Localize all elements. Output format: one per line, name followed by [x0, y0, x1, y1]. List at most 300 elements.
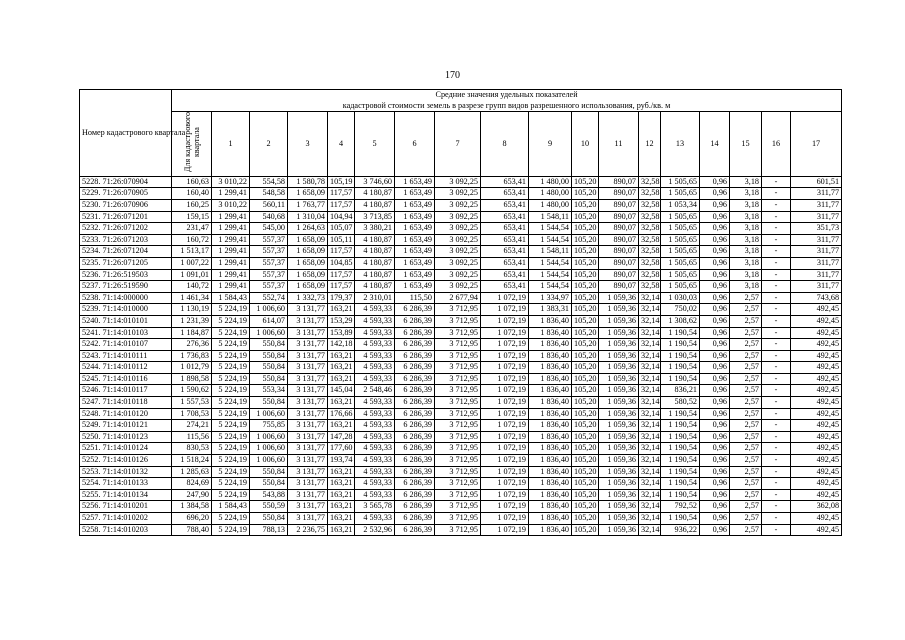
value-cell: 492,45	[791, 373, 842, 385]
value-cell: 163,21	[328, 362, 355, 374]
value-cell: -	[762, 257, 791, 269]
value-cell: 492,45	[791, 339, 842, 351]
value-cell: 311,77	[791, 246, 842, 258]
value-cell: 1 480,00	[529, 199, 572, 211]
value-cell: 193,74	[328, 455, 355, 467]
value-cell: 890,07	[599, 199, 639, 211]
value-cell: 3 010,22	[212, 176, 250, 188]
value-cell: 6 286,39	[395, 339, 435, 351]
value-cell: 3 712,95	[435, 443, 481, 455]
value-cell: 1 590,62	[172, 385, 212, 397]
value-cell: 32,14	[639, 327, 661, 339]
table-body	[80, 176, 842, 535]
value-cell: 1 190,54	[661, 478, 700, 490]
value-cell: 1 544,54	[529, 257, 572, 269]
value-cell: 1 190,54	[661, 489, 700, 501]
value-cell: 105,20	[572, 350, 599, 362]
value-cell: -	[762, 501, 791, 513]
value-cell: 1 836,40	[529, 362, 572, 374]
value-cell: 1 059,36	[599, 466, 639, 478]
value-cell: 1 072,19	[481, 397, 529, 409]
value-cell: 1 190,54	[661, 466, 700, 478]
value-cell: 140,72	[172, 281, 212, 293]
group-number-header: 11	[599, 112, 639, 177]
value-cell: 32,14	[639, 385, 661, 397]
value-cell: 3 131,77	[288, 350, 328, 362]
value-cell: 1 072,19	[481, 339, 529, 351]
value-cell: 1 836,40	[529, 466, 572, 478]
table-row	[80, 397, 842, 409]
value-cell: 1 059,36	[599, 373, 639, 385]
value-cell: 1 505,65	[661, 211, 700, 223]
group-number-header: 17	[791, 112, 842, 177]
value-cell: 1 006,60	[250, 455, 288, 467]
value-cell: 3 712,95	[435, 362, 481, 374]
value-cell: 32,58	[639, 257, 661, 269]
value-cell: 311,77	[791, 199, 842, 211]
value-cell: 163,21	[328, 478, 355, 490]
value-cell: 32,14	[639, 350, 661, 362]
value-cell: 163,21	[328, 524, 355, 536]
value-cell: 1 299,41	[212, 246, 250, 258]
value-cell: -	[762, 466, 791, 478]
value-cell: 2,57	[730, 397, 762, 409]
value-cell: -	[762, 199, 791, 211]
value-cell: 105,20	[572, 327, 599, 339]
value-cell: 2,57	[730, 420, 762, 432]
value-cell: 1 072,19	[481, 478, 529, 490]
value-cell: 105,20	[572, 431, 599, 443]
value-cell: 492,45	[791, 478, 842, 490]
group-number-header: 13	[661, 112, 700, 177]
value-cell: 1 006,60	[250, 304, 288, 316]
value-cell: 105,20	[572, 466, 599, 478]
group-number-header: 2	[250, 112, 288, 177]
value-cell: 6 286,39	[395, 501, 435, 513]
value-cell: 1 059,36	[599, 478, 639, 490]
value-cell: 153,89	[328, 327, 355, 339]
value-cell: 6 286,39	[395, 397, 435, 409]
value-cell: 2,57	[730, 327, 762, 339]
value-cell: 105,19	[328, 176, 355, 188]
value-cell: 1 059,36	[599, 501, 639, 513]
value-cell: 1 836,40	[529, 327, 572, 339]
value-cell: 311,77	[791, 281, 842, 293]
group-number-header: 3	[288, 112, 328, 177]
value-cell: 32,14	[639, 443, 661, 455]
value-cell: 1 548,11	[529, 211, 572, 223]
table-row	[80, 524, 842, 536]
value-cell: 115,50	[395, 292, 435, 304]
value-cell: 32,14	[639, 315, 661, 327]
value-cell: 1 190,54	[661, 373, 700, 385]
value-cell: 557,37	[250, 246, 288, 258]
value-cell: 163,21	[328, 304, 355, 316]
value-cell: 32,14	[639, 362, 661, 374]
cadastral-quarter-cell: 5233. 71:26:071203	[80, 234, 172, 246]
value-cell: 0,96	[700, 281, 730, 293]
value-cell: 32,14	[639, 397, 661, 409]
value-cell: 3 712,95	[435, 315, 481, 327]
value-cell: 276,36	[172, 339, 212, 351]
value-cell: 177,60	[328, 443, 355, 455]
value-cell: 176,66	[328, 408, 355, 420]
value-cell: 6 286,39	[395, 315, 435, 327]
value-cell: 1 836,40	[529, 420, 572, 432]
value-cell: 1 544,54	[529, 281, 572, 293]
value-cell: 1 072,19	[481, 385, 529, 397]
value-cell: 1 505,65	[661, 257, 700, 269]
value-cell: 4 180,87	[355, 188, 395, 200]
value-cell: -	[762, 269, 791, 281]
value-cell: 4 593,33	[355, 431, 395, 443]
value-cell: 104,94	[328, 211, 355, 223]
cadastral-quarter-cell: 5251. 71:14:010124	[80, 443, 172, 455]
value-cell: 5 224,19	[212, 420, 250, 432]
value-cell: 3 131,77	[288, 408, 328, 420]
value-cell: 311,77	[791, 188, 842, 200]
value-cell: 105,20	[572, 223, 599, 235]
value-cell: 1 231,39	[172, 315, 212, 327]
group-number-header: 10	[572, 112, 599, 177]
table-row	[80, 327, 842, 339]
value-cell: 3 712,95	[435, 524, 481, 536]
value-cell: 3 131,77	[288, 304, 328, 316]
value-cell: -	[762, 455, 791, 467]
value-cell: 545,00	[250, 223, 288, 235]
value-cell: 492,45	[791, 455, 842, 467]
cadastral-quarter-cell: 5246. 71:14:010117	[80, 385, 172, 397]
table-row	[80, 199, 842, 211]
cadastral-quarter-cell: 5244. 71:14:010112	[80, 362, 172, 374]
value-cell: 3 565,78	[355, 501, 395, 513]
value-cell: 492,45	[791, 315, 842, 327]
value-cell: 0,96	[700, 234, 730, 246]
value-cell: 117,57	[328, 281, 355, 293]
value-cell: 492,45	[791, 304, 842, 316]
value-cell: 1 190,54	[661, 420, 700, 432]
cadastral-quarter-cell: 5247. 71:14:010118	[80, 397, 172, 409]
value-cell: 492,45	[791, 350, 842, 362]
value-cell: 550,84	[250, 513, 288, 525]
value-cell: 543,88	[250, 489, 288, 501]
value-cell: 0,96	[700, 292, 730, 304]
cadastral-quarter-cell: 5248. 71:14:010120	[80, 408, 172, 420]
value-cell: 0,96	[700, 513, 730, 525]
cadastral-quarter-cell: 5254. 71:14:010133	[80, 478, 172, 490]
value-cell: 351,73	[791, 223, 842, 235]
group-values-header	[172, 90, 842, 112]
value-cell: 3 712,95	[435, 489, 481, 501]
cadastral-quarter-cell: 5243. 71:14:010111	[80, 350, 172, 362]
value-cell: 153,29	[328, 315, 355, 327]
value-cell: 1 836,40	[529, 478, 572, 490]
value-cell: 4 180,87	[355, 269, 395, 281]
value-cell: 1 059,36	[599, 315, 639, 327]
value-cell: 1 653,49	[395, 199, 435, 211]
value-cell: 5 224,19	[212, 339, 250, 351]
value-cell: 5 224,19	[212, 327, 250, 339]
value-cell: -	[762, 304, 791, 316]
value-cell: 1 059,36	[599, 292, 639, 304]
value-cell: 0,96	[700, 339, 730, 351]
value-cell: 32,58	[639, 176, 661, 188]
value-cell: 3 712,95	[435, 385, 481, 397]
value-cell: 3 131,77	[288, 420, 328, 432]
value-cell: 1 007,22	[172, 257, 212, 269]
quarter-value-header: Для кадастрового квартала	[172, 112, 212, 177]
value-cell: 3 131,77	[288, 501, 328, 513]
value-cell: 6 286,39	[395, 373, 435, 385]
value-cell: 1 505,65	[661, 188, 700, 200]
cadastral-quarter-cell: 5252. 71:14:010126	[80, 455, 172, 467]
value-cell: 550,84	[250, 339, 288, 351]
table-row	[80, 292, 842, 304]
value-cell: -	[762, 408, 791, 420]
value-cell: 32,14	[639, 420, 661, 432]
value-cell: 1 190,54	[661, 513, 700, 525]
value-cell: 2,57	[730, 489, 762, 501]
value-cell: 105,20	[572, 176, 599, 188]
value-cell: 1 072,19	[481, 431, 529, 443]
value-cell: 0,96	[700, 199, 730, 211]
value-cell: 3 712,95	[435, 373, 481, 385]
value-cell: 3 712,95	[435, 397, 481, 409]
value-cell: 1 383,31	[529, 304, 572, 316]
value-cell: 142,18	[328, 339, 355, 351]
value-cell: 890,07	[599, 223, 639, 235]
table-row	[80, 408, 842, 420]
value-cell: 160,25	[172, 199, 212, 211]
value-cell: 32,14	[639, 455, 661, 467]
value-cell: 4 593,33	[355, 408, 395, 420]
value-cell: 1 653,49	[395, 281, 435, 293]
table-row	[80, 257, 842, 269]
value-cell: 311,77	[791, 234, 842, 246]
value-cell: 32,58	[639, 281, 661, 293]
value-cell: 890,07	[599, 257, 639, 269]
value-cell: 560,11	[250, 199, 288, 211]
value-cell: 1 653,49	[395, 246, 435, 258]
value-cell: 1 557,53	[172, 397, 212, 409]
value-cell: 2,57	[730, 466, 762, 478]
value-cell: -	[762, 176, 791, 188]
value-cell: 601,51	[791, 176, 842, 188]
value-cell: 1 836,40	[529, 443, 572, 455]
value-cell: 1 518,24	[172, 455, 212, 467]
value-cell: 1 190,54	[661, 455, 700, 467]
value-cell: 1 190,54	[661, 443, 700, 455]
value-cell: 2,57	[730, 292, 762, 304]
value-cell: 2 310,01	[355, 292, 395, 304]
value-cell: 1 190,54	[661, 350, 700, 362]
value-cell: 6 286,39	[395, 385, 435, 397]
value-cell: 1 310,04	[288, 211, 328, 223]
value-cell: 1 059,36	[599, 397, 639, 409]
value-cell: 1 836,40	[529, 513, 572, 525]
value-cell: 311,77	[791, 257, 842, 269]
value-cell: 1 653,49	[395, 176, 435, 188]
value-cell: 614,07	[250, 315, 288, 327]
table-row	[80, 431, 842, 443]
value-cell: 4 180,87	[355, 257, 395, 269]
value-cell: 1 299,41	[212, 223, 250, 235]
value-cell: 105,20	[572, 269, 599, 281]
value-cell: 492,45	[791, 524, 842, 536]
value-cell: 3,18	[730, 211, 762, 223]
cadastral-quarter-cell: 5240. 71:14:010101	[80, 315, 172, 327]
cadastral-quarter-cell: 5230. 71:26:070906	[80, 199, 172, 211]
value-cell: 32,14	[639, 513, 661, 525]
value-cell: 4 180,87	[355, 199, 395, 211]
value-cell: 3 131,77	[288, 478, 328, 490]
value-cell: 1 580,78	[288, 176, 328, 188]
value-cell: 580,52	[661, 397, 700, 409]
value-cell: 653,41	[481, 223, 529, 235]
group-number-header: 1	[212, 112, 250, 177]
value-cell: 1 544,54	[529, 223, 572, 235]
value-cell: 6 286,39	[395, 420, 435, 432]
value-cell: 6 286,39	[395, 513, 435, 525]
value-cell: 32,14	[639, 431, 661, 443]
value-cell: 792,52	[661, 501, 700, 513]
value-cell: 5 224,19	[212, 431, 250, 443]
value-cell: 890,07	[599, 211, 639, 223]
value-cell: -	[762, 373, 791, 385]
value-cell: 3 092,25	[435, 211, 481, 223]
value-cell: 0,96	[700, 489, 730, 501]
value-cell: 2,57	[730, 513, 762, 525]
value-cell: 788,13	[250, 524, 288, 536]
value-cell: 1 072,19	[481, 350, 529, 362]
value-cell: 160,72	[172, 234, 212, 246]
value-cell: 1 658,09	[288, 188, 328, 200]
value-cell: 890,07	[599, 188, 639, 200]
value-cell: 105,20	[572, 385, 599, 397]
value-cell: 1 184,87	[172, 327, 212, 339]
value-cell: 743,68	[791, 292, 842, 304]
table-row	[80, 489, 842, 501]
value-cell: -	[762, 339, 791, 351]
value-cell: -	[762, 362, 791, 374]
value-cell: 1 190,54	[661, 327, 700, 339]
value-cell: 0,96	[700, 420, 730, 432]
value-cell: 105,20	[572, 199, 599, 211]
value-cell: -	[762, 281, 791, 293]
value-cell: 0,96	[700, 443, 730, 455]
value-cell: 492,45	[791, 397, 842, 409]
value-cell: 105,20	[572, 408, 599, 420]
value-cell: 1 072,19	[481, 362, 529, 374]
value-cell: 3 131,77	[288, 362, 328, 374]
value-cell: 1 059,36	[599, 339, 639, 351]
cadastral-quarter-cell: 5257. 71:14:010202	[80, 513, 172, 525]
group-number-header: 14	[700, 112, 730, 177]
value-cell: 1 653,49	[395, 257, 435, 269]
value-cell: 5 224,19	[212, 373, 250, 385]
value-cell: 32,14	[639, 501, 661, 513]
value-cell: 5 224,19	[212, 455, 250, 467]
value-cell: 32,14	[639, 373, 661, 385]
value-cell: 1 584,43	[212, 501, 250, 513]
value-cell: 836,21	[661, 385, 700, 397]
value-cell: 1 006,60	[250, 408, 288, 420]
table-row	[80, 385, 842, 397]
value-cell: 5 224,19	[212, 443, 250, 455]
value-cell: 5 224,19	[212, 489, 250, 501]
value-cell: 105,20	[572, 246, 599, 258]
value-cell: 3 131,77	[288, 455, 328, 467]
value-cell: 1 658,09	[288, 246, 328, 258]
value-cell: 32,14	[639, 304, 661, 316]
value-cell: 117,57	[328, 188, 355, 200]
value-cell: 1 299,41	[212, 269, 250, 281]
value-cell: 5 224,19	[212, 466, 250, 478]
table-row	[80, 176, 842, 188]
value-cell: 4 593,33	[355, 362, 395, 374]
value-cell: 0,96	[700, 478, 730, 490]
value-cell: 1 653,49	[395, 188, 435, 200]
value-cell: 890,07	[599, 246, 639, 258]
value-cell: 2,57	[730, 339, 762, 351]
table-row	[80, 223, 842, 235]
value-cell: 653,41	[481, 234, 529, 246]
value-cell: -	[762, 431, 791, 443]
value-cell: 0,96	[700, 269, 730, 281]
value-cell: 4 593,33	[355, 455, 395, 467]
value-cell: 0,96	[700, 455, 730, 467]
value-cell: 1 513,17	[172, 246, 212, 258]
value-cell: 755,85	[250, 420, 288, 432]
group-number-header: 16	[762, 112, 791, 177]
value-cell: 1 299,41	[212, 188, 250, 200]
cadastral-quarter-cell: 5245. 71:14:010116	[80, 373, 172, 385]
value-cell: 0,96	[700, 223, 730, 235]
value-cell: 3 131,77	[288, 373, 328, 385]
value-cell: 32,58	[639, 234, 661, 246]
value-cell: 1 505,65	[661, 281, 700, 293]
group-header-line-2: кадастровой стоимости земель в разрезе групп видов разрешенного использования, руб./кв. м	[342, 100, 671, 110]
value-cell: 653,41	[481, 199, 529, 211]
group-number-header: 15	[730, 112, 762, 177]
value-cell: 32,58	[639, 199, 661, 211]
value-cell: 3 092,25	[435, 281, 481, 293]
value-cell: 1 264,63	[288, 223, 328, 235]
value-cell: 2,57	[730, 350, 762, 362]
value-cell: 32,14	[639, 408, 661, 420]
value-cell: 3 131,77	[288, 315, 328, 327]
value-cell: 1 480,00	[529, 176, 572, 188]
value-cell: 1 836,40	[529, 350, 572, 362]
value-cell: 1 763,77	[288, 199, 328, 211]
value-cell: 105,20	[572, 188, 599, 200]
value-cell: 5 224,19	[212, 478, 250, 490]
value-cell: 890,07	[599, 281, 639, 293]
value-cell: 890,07	[599, 176, 639, 188]
value-cell: 1 653,49	[395, 234, 435, 246]
value-cell: 2,57	[730, 524, 762, 536]
group-header-line-1: Средние значения удельных показателей	[435, 90, 578, 99]
value-cell: 1 006,60	[250, 327, 288, 339]
value-cell: 6 286,39	[395, 478, 435, 490]
value-cell: 1 006,60	[250, 443, 288, 455]
value-cell: 2,57	[730, 304, 762, 316]
cadastral-quarter-cell: 5229. 71:26:070905	[80, 188, 172, 200]
value-cell: 105,20	[572, 373, 599, 385]
value-cell: 3 712,95	[435, 304, 481, 316]
value-cell: 117,57	[328, 269, 355, 281]
value-cell: 0,96	[700, 501, 730, 513]
